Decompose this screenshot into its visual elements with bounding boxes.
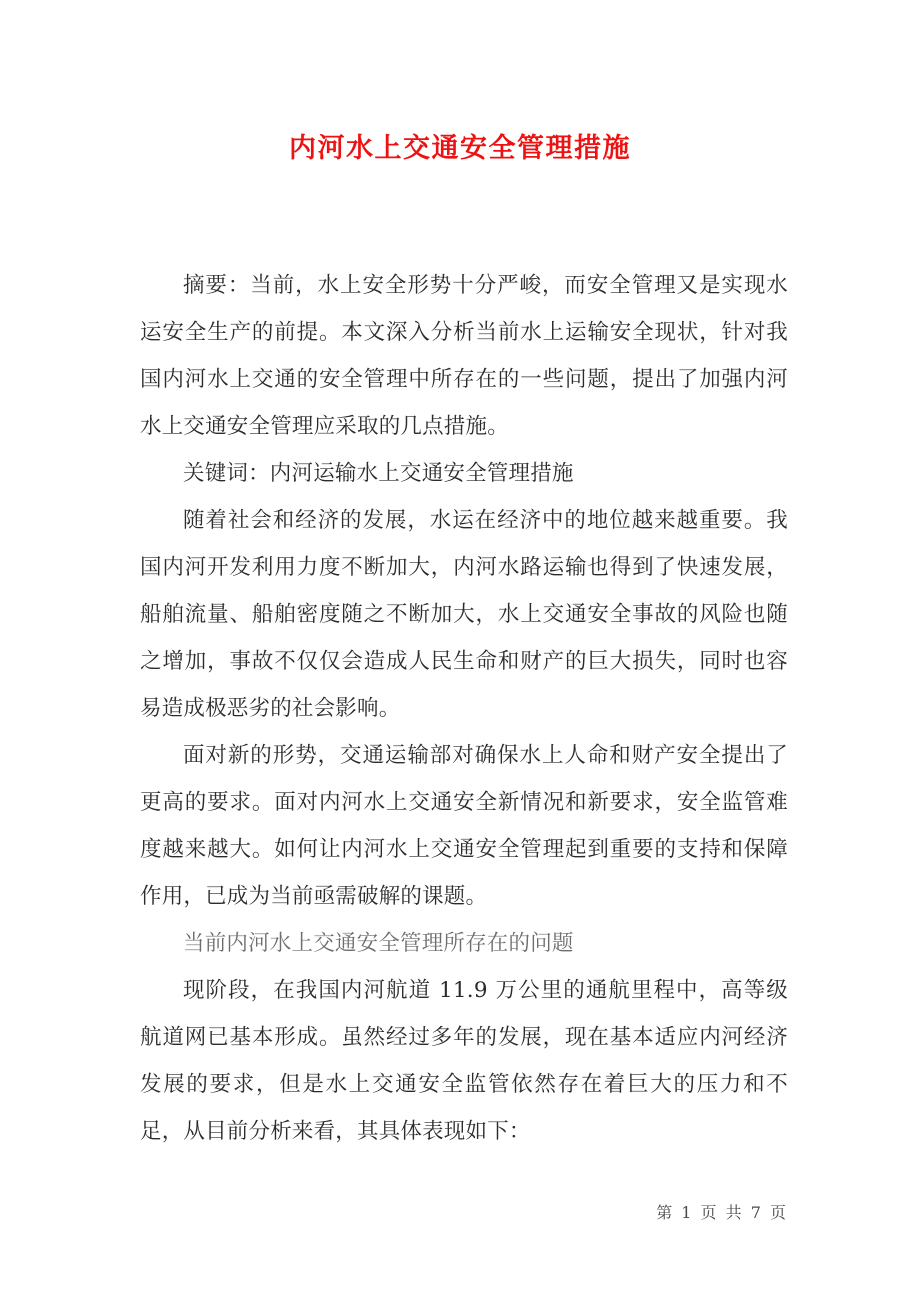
- page-number-footer: 第 1 页 共 7 页: [656, 1203, 788, 1222]
- page-title: 内河水上交通安全管理措施: [289, 133, 631, 165]
- paragraph-introduction-1: 随着社会和经济的发展，水运在经济中的地位越来越重要。我国内河开发利用力度不断加大，内河水路运输也得到了快速发展，船舶流量、船舶密度随之不断加大，水上交通安全事故的风险也随之增加，事故不仅仅会造成人民生命和财产的巨大损失，同时也容易造成极恶劣的社会影响。: [140, 508, 788, 721]
- document-body: [140, 262, 788, 1155]
- paragraph-section-1-body: 现阶段，在我国内河航道 11.9 万公里的通航里程中，高等级航道网已基本形成。虽然经过多年的发展，现在基本适应内河经济发展的要求，但是水上交通安全监管依然存在着巨大的压力和不足，从目前分析来看，其具体表现如下：: [140, 978, 788, 1144]
- paragraph-abstract: 摘要：当前，水上安全形势十分严峻，而安全管理又是实现水运安全生产的前提。本文深入分析当前水上运输安全现状，针对我国内河水上交通的安全管理中所存在的一些问题，提出了加强内河水上交通安全管理应采取的几点措施。: [140, 273, 788, 439]
- paragraph-introduction-2: 面对新的形势，交通运输部对确保水上人命和财产安全提出了更高的要求。面对内河水上交通安全新情况和新要求，安全监管难度越来越大。如何让内河水上交通安全管理起到重要的支持和保障作用，已成为当前亟需破解的课题。: [140, 743, 788, 909]
- section-heading-current-problems: 当前内河水上交通安全管理所存在的问题: [183, 931, 574, 956]
- paragraph-keywords: 关键词：内河运输水上交通安全管理措施: [183, 461, 574, 486]
